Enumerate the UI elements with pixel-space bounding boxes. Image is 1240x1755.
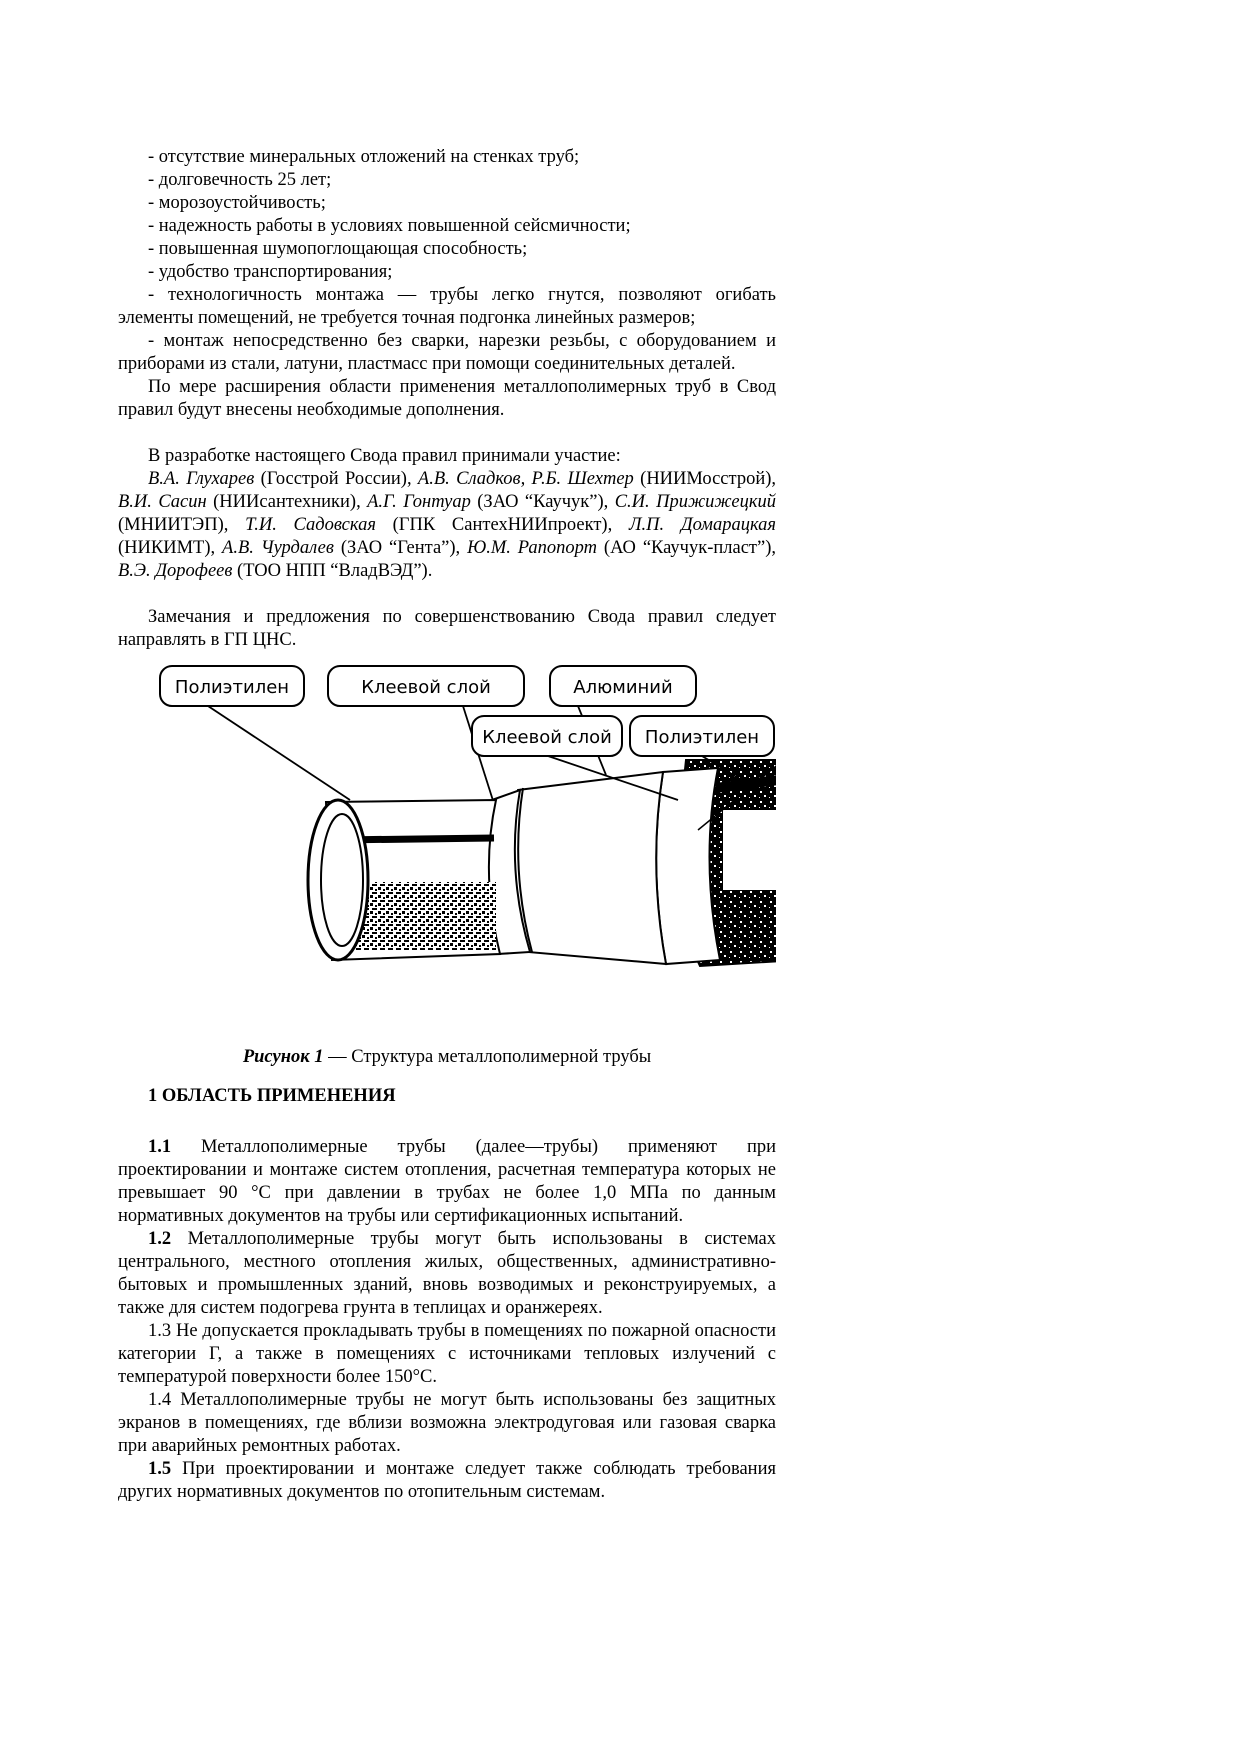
figure-label: Полиэтилен: [174, 677, 290, 698]
clause-text: 1.4 Металлополимерные трубы не могут быть использованы без защитных экранов в помещениях, где вблизи возможна электродуговая или газовая сварка при аварийных ремонтных работах.: [118, 1390, 776, 1456]
participant-org: (НИКИМТ),: [118, 538, 223, 558]
figure-label: Алюминий: [573, 677, 673, 698]
clause-number: 1.2: [148, 1229, 172, 1249]
pipe-drawing: [308, 748, 776, 966]
participant-name: Т.И. Садовская: [245, 515, 376, 535]
participant-name: А.Г. Гонтуар: [367, 492, 471, 512]
participant-name: А.В. Сладков, Р.Б. Шехтер: [417, 469, 634, 489]
leader-line: [208, 706, 350, 800]
clause-number: 1.1: [148, 1137, 172, 1157]
participant-org: (АО “Каучук-пласт”),: [597, 538, 776, 558]
list-item: - монтаж непосредственно без сварки, нарезки резьбы, с оборудованием и приборами из стали, латуни, пластмасс при помощи соединительных деталей.: [118, 331, 776, 374]
participant-name: Ю.М. Рапопорт: [467, 538, 597, 558]
figure-number: Рисунок 1: [242, 1047, 324, 1067]
participant-name: В.И. Сасин: [118, 492, 207, 512]
list-item: - повышенная шумопоглощающая способность;: [148, 239, 528, 259]
participant-org: (ЗАО “Каучук”),: [470, 492, 615, 512]
clause-1-1: [118, 1136, 776, 1228]
participants-list: [118, 468, 776, 583]
participant-org: (ЗАО “Гента”),: [333, 538, 468, 558]
participant-org: (МНИИТЭП),: [118, 515, 246, 535]
figure-label: Клеевой слой: [482, 727, 612, 748]
intro-paragraph: По мере расширения области применения металлополимерных труб в Свод правил будут внесены необходимые дополнения.: [118, 377, 776, 420]
clause-1-3: [118, 1320, 776, 1389]
participant-name: А.В. Чурдалев: [222, 538, 334, 558]
participants-lead: В разработке настоящего Свода правил принимали участие:: [148, 446, 621, 466]
clause-text: При проектировании и монтаже следует также соблюдать требования других нормативных документов по отопительным системам.: [118, 1459, 776, 1502]
participant-org: (Госстрой России),: [254, 469, 418, 489]
list-item: - удобство транспортирования;: [148, 262, 393, 282]
page-column: [118, 146, 776, 1504]
participant-org: (ГПК СантехНИИпроект),: [375, 515, 629, 535]
clause-1-4: [118, 1389, 776, 1458]
list-item: - морозоустойчивость;: [148, 193, 326, 213]
participant-name: Л.П. Домарацкая: [628, 515, 776, 535]
list-item: - долговечность 25 лет;: [148, 170, 332, 190]
participant-name: С.И. Прижижецкий: [614, 492, 776, 512]
figure-label: Клеевой слой: [361, 677, 491, 698]
participant-name: В.Э. Дорофеев: [118, 561, 233, 581]
list-item: - отсутствие минеральных отложений на стенках труб;: [148, 147, 580, 167]
clause-text: Металлополимерные трубы (далее—трубы) применяют при проектировании и монтаже систем отопления, расчетная температура которых не превышает 90 °С при давлении в трубах не более 1,0 МПа по данным нормативных документов на трубы или сертификационных испытаний.: [118, 1137, 776, 1226]
list-item: - надежность работы в условиях повышенной сейсмичности;: [148, 216, 631, 236]
figure-caption: [118, 1046, 776, 1069]
clause-number: 1.5: [148, 1459, 172, 1479]
figure-caption-text: — Структура металлополимерной трубы: [323, 1047, 652, 1067]
clause-1-2: [118, 1228, 776, 1320]
participant-org: (НИИМосстрой),: [633, 469, 777, 489]
pipe-structure-figure: [118, 660, 776, 1030]
label-adhesive-outer-box: [472, 716, 622, 756]
remarks-paragraph: Замечания и предложения по совершенствованию Свода правил следует направлять в ГП ЦНС.: [118, 607, 776, 650]
label-polyethylene-outer-right-box: [630, 716, 774, 756]
participant-org: (ТОО НПП “ВладВЭД”).: [232, 561, 433, 581]
section-heading: 1 ОБЛАСТЬ ПРИМЕНЕНИЯ: [148, 1086, 396, 1106]
participant-org: (НИИсантехники),: [206, 492, 368, 512]
label-aluminium: [550, 666, 696, 706]
clause-text: Металлополимерные трубы могут быть использованы в системах центрального, местного отопления жилых, общественных, административно-бытовых и промышленных зданий, вновь возводимых и реконструируемых, а также для систем подогрева грунта в теплицах и оранжереях.: [118, 1229, 776, 1318]
label-adhesive-inner: [328, 666, 524, 706]
clause-text: 1.3 Не допускается прокладывать трубы в помещениях по пожарной опасности категории Г, а также в помещениях с источниками тепловых излучений с температурой поверхности более 150°С.: [118, 1321, 776, 1387]
clause-1-5: [118, 1458, 776, 1504]
label-polyethylene-outer-left: [160, 666, 304, 706]
figure-label: Полиэтилен: [644, 727, 760, 748]
list-item: - технологичность монтажа — трубы легко гнутся, позволяют огибать элементы помещений, не требуется точная подгонка линейных размеров;: [118, 285, 776, 328]
participant-name: В.А. Глухарев: [148, 469, 255, 489]
